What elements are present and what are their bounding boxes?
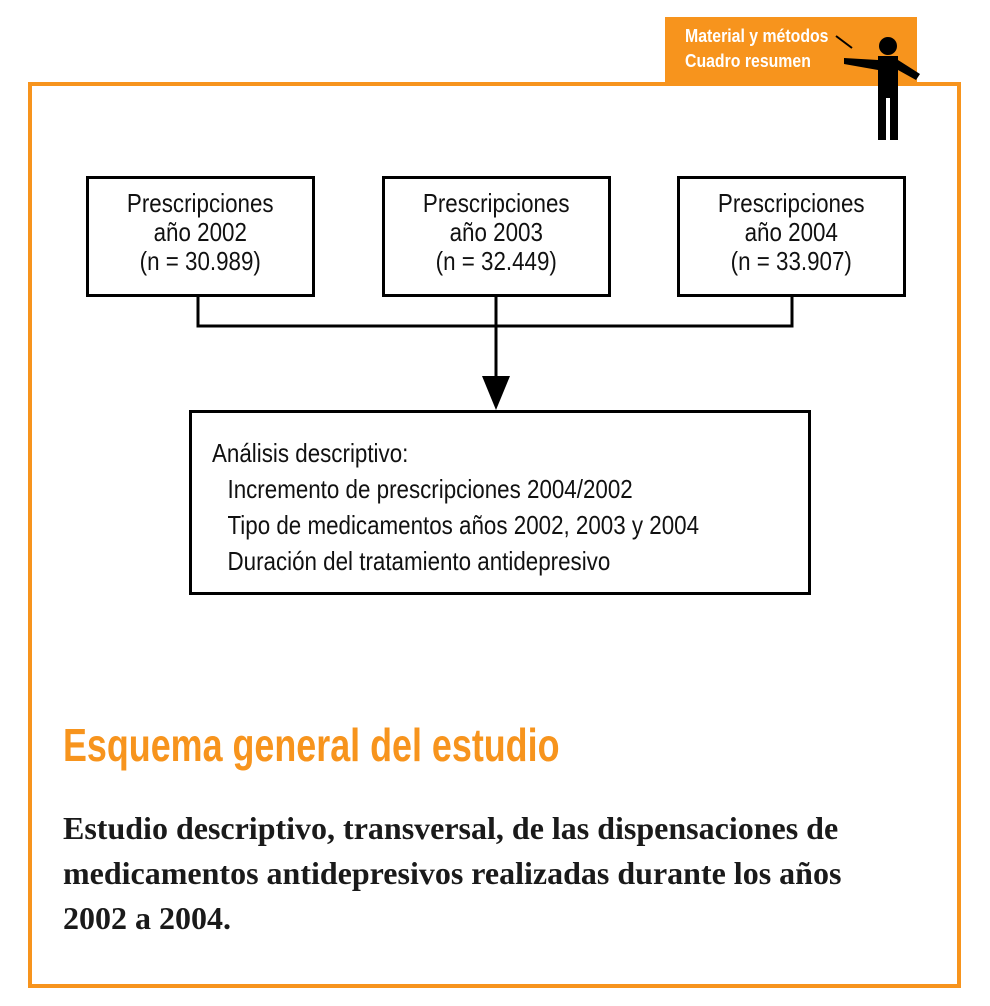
tag-line-1: Material y métodos — [685, 26, 829, 46]
year-box-2004 — [677, 176, 906, 297]
analysis-item: Incremento de prescripciones 2004/2002 — [227, 474, 633, 504]
year-box-label: Prescripciones — [127, 188, 274, 218]
year-box-label: Prescripciones — [423, 188, 570, 218]
year-box-year: año 2004 — [744, 217, 839, 247]
year-box-year: año 2002 — [153, 217, 248, 247]
analysis-box — [189, 410, 811, 595]
analysis-heading: Análisis descriptivo: — [212, 438, 409, 468]
analysis-item: Duración del tratamiento antidepresivo — [227, 546, 611, 576]
year-box-year: año 2003 — [449, 217, 544, 247]
year-box-2002 — [86, 176, 315, 297]
arrow-head — [482, 376, 510, 410]
section-title: Esquema general del estudio — [63, 719, 560, 771]
year-box-count: (n = 33.907) — [730, 246, 853, 276]
year-box-2003 — [382, 176, 611, 297]
year-box-count: (n = 30.989) — [139, 246, 262, 276]
study-description: Estudio descriptivo, transversal, de las dispensaciones de medicamentos antidepresivos realizadas durante los años 2002 a 2004. — [63, 810, 842, 936]
year-box-label: Prescripciones — [718, 188, 865, 218]
year-box-count: (n = 32.449) — [435, 246, 558, 276]
analysis-item: Tipo de medicamentos años 2002, 2003 y 2004 — [227, 510, 700, 540]
tag-line-2: Cuadro resumen — [685, 51, 811, 71]
